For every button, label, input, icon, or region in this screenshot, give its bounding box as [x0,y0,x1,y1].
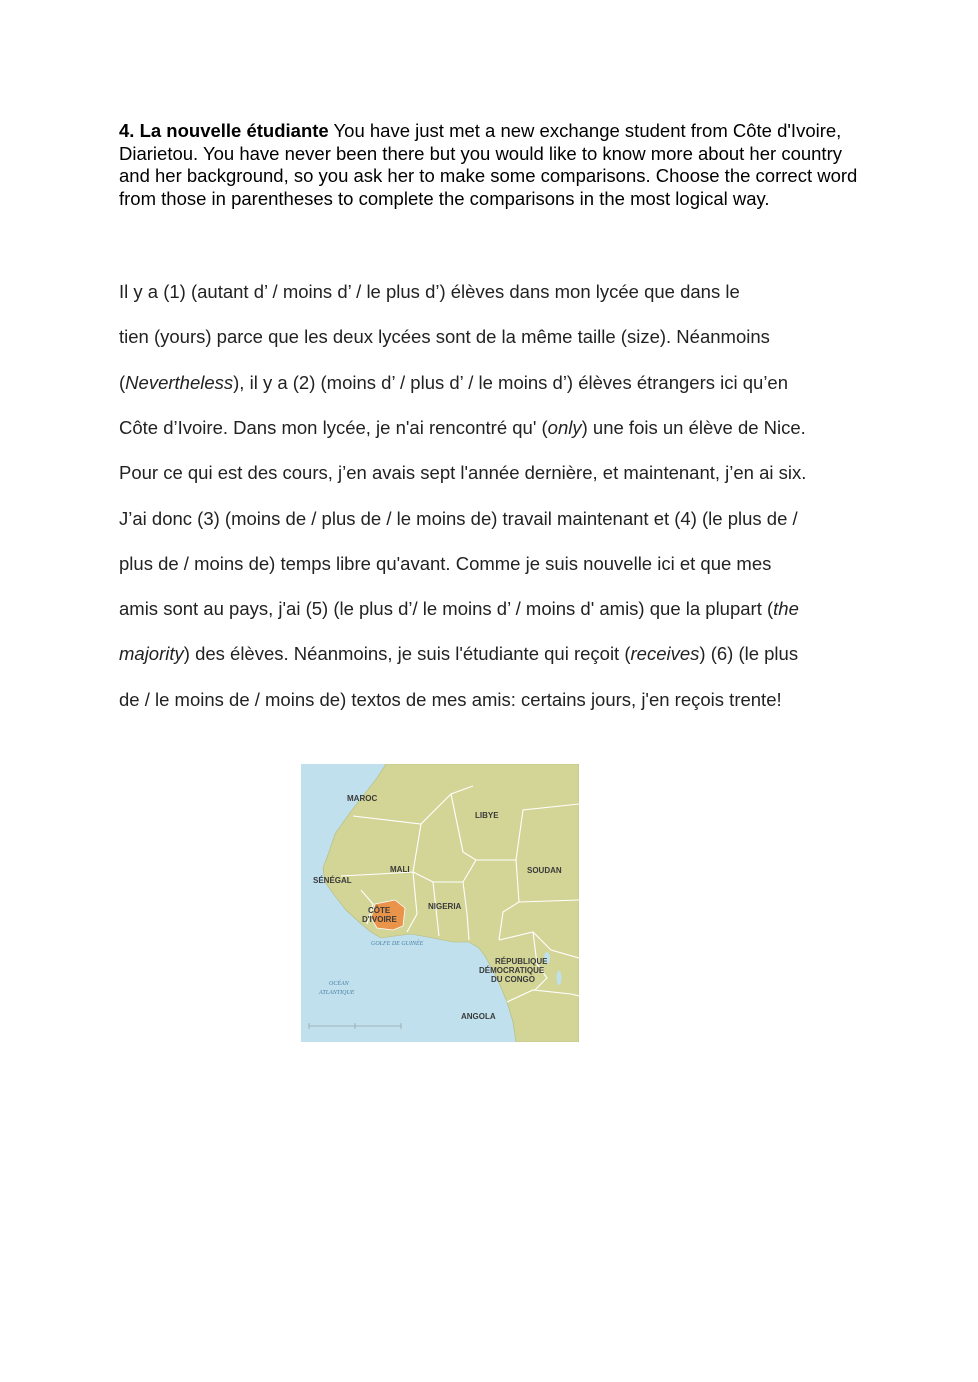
passage-line [119,597,799,621]
passage-text: J’ai donc (3) (moins de / plus de / le moins de) travail maintenant et (4) (le plus de / [119,507,798,529]
passage-italic-gloss: receives [630,643,700,665]
passage-italic-gloss: the [773,598,799,620]
passage-line [119,416,806,440]
passage-text: tien (yours) parce que les deux lycées sont de la même taille (size). Néanmoins [119,326,770,348]
exercise-instructions: You have just met a new exchange student from Côte d'Ivoire, Diarietou. You have never been there but you would like to know more about her country and her background, so you ask her to make some comparisons. Choose the correct word from those in parentheses to complete the comparisons in the most logical way. [119,120,858,209]
label-nigeria: NIGERIA [428,902,462,911]
passage-line [119,552,771,576]
passage-text: ), il y a (2) (moins d’ / plus d’ / le moins d’) élèves étrangers ici qu’en [233,371,789,393]
label-mali: MALI [390,865,410,874]
label-golfe: GOLFE DE GUINÉE [371,941,424,947]
label-ocean-line1: OCÉAN [329,981,349,987]
passage-text: plus de / moins de) temps libre qu'avant. Comme je suis nouvelle ici et que mes [119,552,772,574]
passage-italic-gloss: only [547,416,582,438]
passage-text: ) des élèves. Néanmoins, je suis l'étudiante qui reçoit ( [183,643,631,665]
passage-text: Pour ce qui est des cours, j’en avais sept l'année dernière, et maintenant, j’en ai six. [119,462,807,484]
label-senegal: SÉNÉGAL [313,876,352,885]
passage-line [119,507,798,531]
label-rdc-line1: RÉPUBLIQUE [495,957,548,966]
label-rdc-line3: DU CONGO [491,975,535,984]
label-cote-line1: CÔTE [368,906,391,915]
exercise-intro [119,120,869,210]
label-libye: LIBYE [475,811,499,820]
passage-line [119,461,806,485]
label-rdc-line2: DÉMOCRATIQUE [479,966,545,975]
label-maroc: MAROC [347,794,378,803]
label-cote-line2: D'IVOIRE [362,915,397,924]
passage-line [119,688,782,712]
passage-line [119,325,770,349]
passage-text: ) une fois un élève de Nice. [581,416,806,438]
passage-italic-gloss: majority [119,643,184,665]
label-soudan: SOUDAN [527,866,562,875]
label-ocean-line2: ATLANTIQUE [319,990,355,996]
exercise-title: 4. La nouvelle étudiante [119,120,329,141]
passage-text: amis sont au pays, j'ai (5) (le plus d’/ le moins d’ / moins d' amis) que la plupart ( [119,598,774,620]
passage-italic-gloss: Nevertheless [125,371,234,393]
passage-line [119,371,788,395]
passage-line [119,642,798,666]
africa-map-graphic [301,764,579,1042]
africa-map [301,764,579,1042]
passage-text: Côte d’Ivoire. Dans mon lycée, je n'ai rencontré qu' ( [119,416,548,438]
passage-text: ) (6) (le plus [699,643,799,665]
passage-text: de / le moins de / moins de) textos de mes amis: certains jours, j'en reçois trente! [119,688,782,710]
passage-line [119,280,740,304]
passage-text: ( [119,371,126,393]
label-angola: ANGOLA [461,1012,496,1021]
passage-text: Il y a (1) (autant d’ / moins d’ / le plus d’) élèves dans mon lycée que dans le [119,281,740,302]
